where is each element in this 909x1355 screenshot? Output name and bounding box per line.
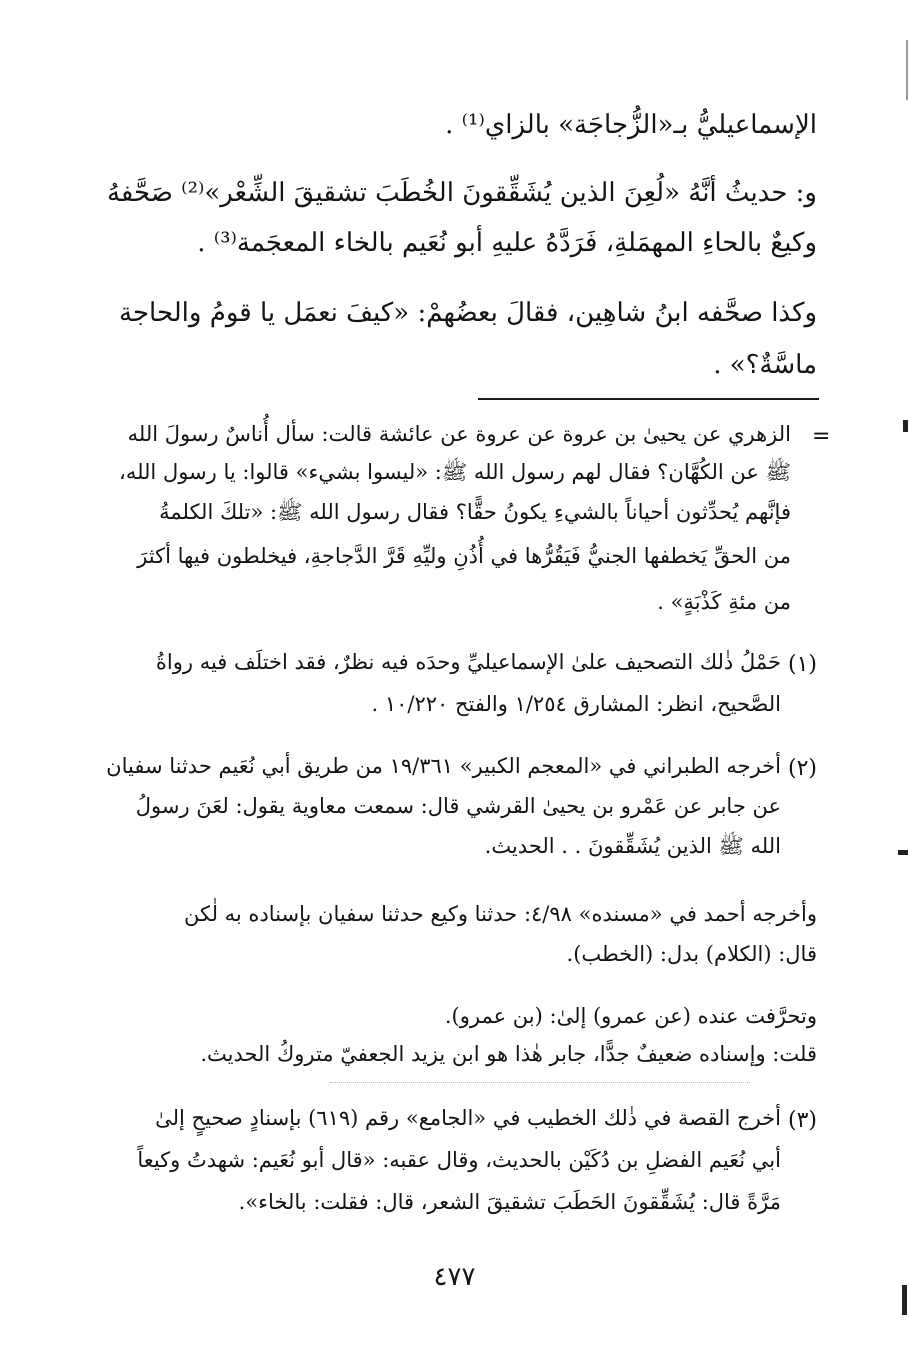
scan-edge-mark xyxy=(898,850,908,855)
scan-edge-mark xyxy=(903,420,908,432)
footnote-continuation-line-3: فإنَّهم يُحدِّثون أحياناً بالشيءِ يكونُ حقًّا؟ فقال رسول الله ﷺ: «تلكَ الكلمةُ xyxy=(159,500,791,524)
scan-edge-mark xyxy=(902,1285,907,1315)
main-text-line-1: الإسماعيليُّ بـ«الزُّجاجَة» بالزاي⁽¹⁾ . xyxy=(445,110,817,140)
footnote-continuation-line-5: من مئةِ كَذْبَةٍ» . xyxy=(657,590,791,614)
footnote-continuation-line-2: ﷺ عن الكُهَّان؟ فقال لهم رسول الله ﷺ: «ليسوا بشيء» قالوا: يا رسول الله، xyxy=(119,460,791,484)
footnote-continuation-line-4: من الحقِّ يَخطفها الجنيُّ فَيَقُرُّها في أُذُنِ وليِّهِ قَرَّ الدَّجاجةِ، فيخلطون فيها أكثرَ xyxy=(137,544,791,568)
footnote-2-tail-line-2: قلت: وإسناده ضعيفٌ جدًّا، جابر هٰذا هو ابن يزيد الجعفيّ متروكُ الحديث. xyxy=(200,1042,817,1066)
footnote-2-number: (٢) xyxy=(787,756,817,781)
footnote-2-line-2: عن جابر عن عَمْرو بن يحيىٰ القرشي قال: سمعت معاوية يقول: لعَنَ رسولُ xyxy=(135,794,781,818)
continuation-marker: = xyxy=(812,424,831,449)
main-text-line-4: وكذا صحَّفه ابنُ شاهِين، فقالَ بعضُهمْ: «كيفَ نعمَل يا قومُ والحاجة xyxy=(119,298,817,328)
scan-speckle xyxy=(330,1082,750,1083)
main-text-line-5: ماسَّةٌ؟» . xyxy=(713,350,817,380)
footnote-2-extra-line-2: قال: (الكلام) بدل: (الخطب). xyxy=(566,942,817,966)
footnote-1-number: (١) xyxy=(787,652,817,677)
footnote-2-line-3: الله ﷺ الذين يُشَقِّقونَ . . الحديث. xyxy=(484,834,781,858)
footnote-3-line-2: أبي نُعَيم الفضلِ بن دُكَيْن بالحديث، وقال عقبه: «قال أبو نُعَيم: شهدتُ وكيعاً xyxy=(137,1148,781,1172)
footnote-2-line-1: أخرجه الطبراني في «المعجم الكبير» ١٩/٣٦١ من طريق أبي نُعَيم حدثنا سفيان xyxy=(106,754,781,778)
footnote-1-line-1: حَمْلُ ذٰلك التصحيف علىٰ الإسماعيليِّ وحدَه فيه نظرٌ، فقد اختلَف فيه رواةُ xyxy=(155,650,781,674)
footnote-2-tail-line-1: وتحرَّفت عنده (عن عمرو) إلىٰ: (بن عمرو). xyxy=(444,1004,817,1028)
scan-edge-mark xyxy=(906,40,908,100)
main-text-line-3: وكيعٌ بالحاءِ المهمَلةِ، فَرَدَّهُ عليهِ أبو نُعَيم بالخاء المعجَمة⁽³⁾ . xyxy=(197,228,817,258)
footnote-3-number: (٣) xyxy=(787,1108,817,1133)
footnote-1-line-2: الصَّحيح، انظر: المشارق ١/٢٥٤ والفتح ١٠/٢٢٠ . xyxy=(371,692,781,716)
footnote-continuation-line-1: الزهري عن يحيىٰ بن عروة عن عروة عن عائشة قالت: سأل أُناسٌ رسولَ الله xyxy=(127,422,791,446)
footnote-2-extra-line-1: وأخرجه أحمد في «مسنده» ٤/٩٨: حدثنا وكيع حدثنا سفيان بإسناده به لٰكن xyxy=(184,902,817,926)
footnote-3-line-3: مَرَّةً قال: يُشَقِّقونَ الحَطَبَ تشقيقَ الشعر، قال: فقلت: بالخاء». xyxy=(238,1190,781,1214)
footnote-3-line-1: أخرج القصة في ذٰلك الخطيب في «الجامع» رقم (٦١٩) بإسنادٍ صحيحٍ إلىٰ xyxy=(155,1106,781,1130)
footnote-separator xyxy=(478,398,819,400)
page-number: ٤٧٧ xyxy=(433,1262,476,1292)
main-text-line-2: و: حديثُ أنَّهُ «لُعِنَ الذين يُشَقِّقونَ الخُطَبَ تشقيقَ الشِّعْر»⁽²⁾ صَحَّفهُ xyxy=(106,178,817,208)
